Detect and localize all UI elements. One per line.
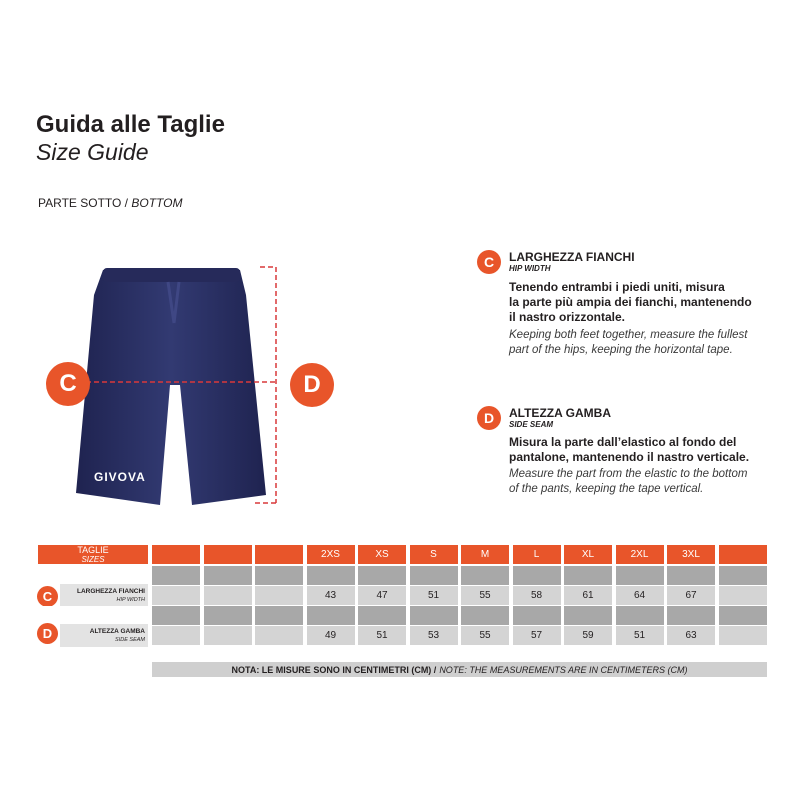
value-cell [204, 626, 252, 645]
measure-d-title: ALTEZZA GAMBA [509, 406, 611, 420]
measure-c-title: LARGHEZZA FIANCHI [509, 250, 635, 264]
value-cell: 63 [667, 626, 715, 645]
value-cell: 51 [358, 626, 406, 645]
measure-c-desc-en [509, 328, 747, 358]
value-cell: 64 [616, 586, 664, 605]
row-spacer-cell [461, 566, 509, 585]
row-spacer-cell [255, 566, 303, 585]
value-cell: 43 [307, 586, 355, 605]
marker-c: C [46, 362, 90, 406]
desc-line: il nastro orizzontale. [509, 310, 626, 324]
value-cell: 67 [667, 586, 715, 605]
note-it: NOTA: LE MISURE SONO IN CENTIMETRI (CM) / [231, 664, 437, 675]
row-label [60, 624, 148, 647]
row-label-en: SIDE SEAM [115, 636, 145, 643]
desc-line: Keeping both feet together, measure the fullest [509, 329, 748, 341]
desc-line: of the pants, keeping the tape vertical. [509, 483, 704, 495]
desc-line: Misura la parte dall’elastico al fondo del [509, 435, 737, 449]
value-cell: 57 [513, 626, 561, 645]
value-cell [719, 626, 767, 645]
header-it: TAGLIE [77, 544, 109, 555]
size-header-cell: M [461, 545, 509, 564]
row-spacer-cell [667, 566, 715, 585]
brand-logo: GIVOVA [94, 470, 146, 484]
size-header-cell: 3XL [667, 545, 715, 564]
measure-d-subtitle: SIDE SEAM [509, 420, 554, 429]
row-spacer-cell [410, 606, 458, 625]
row-spacer-cell [358, 566, 406, 585]
value-cell: 47 [358, 586, 406, 605]
value-cell: 49 [307, 626, 355, 645]
desc-line: part of the hips, keeping the horizontal tape. [509, 344, 733, 356]
waistband [103, 268, 240, 282]
value-cell: 55 [461, 586, 509, 605]
row-label-it: LARGHEZZA FIANCHI [76, 587, 145, 595]
measure-c-marker: C [477, 250, 501, 274]
header-en: SIZES [81, 554, 105, 564]
value-cell: 51 [410, 586, 458, 605]
measure-c-subtitle: HIP WIDTH [509, 264, 551, 273]
value-cell: 61 [564, 586, 612, 605]
row-label-it: ALTEZZA GAMBA [89, 627, 145, 635]
row-label-bg [38, 566, 148, 585]
measure-d-desc-en [509, 467, 747, 497]
size-header-cell: 2XL [616, 545, 664, 564]
value-cell [152, 586, 200, 605]
value-cell [204, 586, 252, 605]
row-spacer-cell [358, 606, 406, 625]
row-spacer-cell [719, 606, 767, 625]
row-spacer-cell [564, 566, 612, 585]
section-label [38, 196, 182, 210]
size-header-cell: XS [358, 545, 406, 564]
measure-c-desc-it [509, 280, 752, 325]
value-cell [719, 586, 767, 605]
row-spacer-cell [513, 606, 561, 625]
row-spacer-cell [719, 566, 767, 585]
value-cell: 58 [513, 586, 561, 605]
size-header-cell [719, 545, 767, 564]
row-spacer-cell [204, 606, 252, 625]
page-title: Guida alle Taglie [36, 111, 225, 138]
measure-d-desc-it [509, 435, 749, 465]
note-en: NOTE: THE MEASUREMENTS ARE IN CENTIMETERS (CM) [439, 664, 688, 675]
row-spacer-cell [204, 566, 252, 585]
desc-line: pantalone, mantenendo il nastro verticale. [509, 450, 750, 464]
row-spacer-cell [307, 566, 355, 585]
value-cell [255, 626, 303, 645]
row-label-bg [38, 606, 148, 625]
row-spacer-cell [513, 566, 561, 585]
page-subtitle: Size Guide [36, 139, 149, 165]
section-label-it: PARTE SOTTO / [38, 196, 132, 210]
row-spacer-cell [564, 606, 612, 625]
row-label-en: HIP WIDTH [116, 596, 145, 603]
value-cell: 53 [410, 626, 458, 645]
measurement-note [152, 662, 767, 677]
row-spacer-cell [616, 566, 664, 585]
value-cell: 59 [564, 626, 612, 645]
row-spacer-cell [307, 606, 355, 625]
row-spacer-cell [616, 606, 664, 625]
value-cell: 55 [461, 626, 509, 645]
marker-d: D [290, 363, 334, 407]
shorts-illustration [70, 255, 290, 510]
value-cell: 51 [616, 626, 664, 645]
size-header-cell: L [513, 545, 561, 564]
row-marker: D [37, 623, 58, 644]
table-header-label [38, 545, 148, 564]
measure-d-marker: D [477, 406, 501, 430]
row-label [60, 584, 148, 607]
row-spacer-cell [255, 606, 303, 625]
desc-line: Measure the part from the elastic to the bottom [509, 468, 748, 480]
value-cell [255, 586, 303, 605]
row-spacer-cell [461, 606, 509, 625]
size-header-cell [152, 545, 200, 564]
row-marker: C [37, 586, 58, 607]
desc-line: la parte più ampia dei fianchi, mantenendo [509, 295, 752, 309]
desc-line: Tenendo entrambi i piedi uniti, misura [509, 280, 725, 294]
size-header-cell: XL [564, 545, 612, 564]
row-spacer-cell [152, 606, 200, 625]
row-spacer-cell [667, 606, 715, 625]
size-header-cell: 2XS [307, 545, 355, 564]
row-spacer-cell [410, 566, 458, 585]
size-header-cell [255, 545, 303, 564]
section-label-en: BOTTOM [131, 196, 183, 210]
size-header-cell: S [410, 545, 458, 564]
size-header-cell [204, 545, 252, 564]
row-spacer-cell [152, 566, 200, 585]
value-cell [152, 626, 200, 645]
